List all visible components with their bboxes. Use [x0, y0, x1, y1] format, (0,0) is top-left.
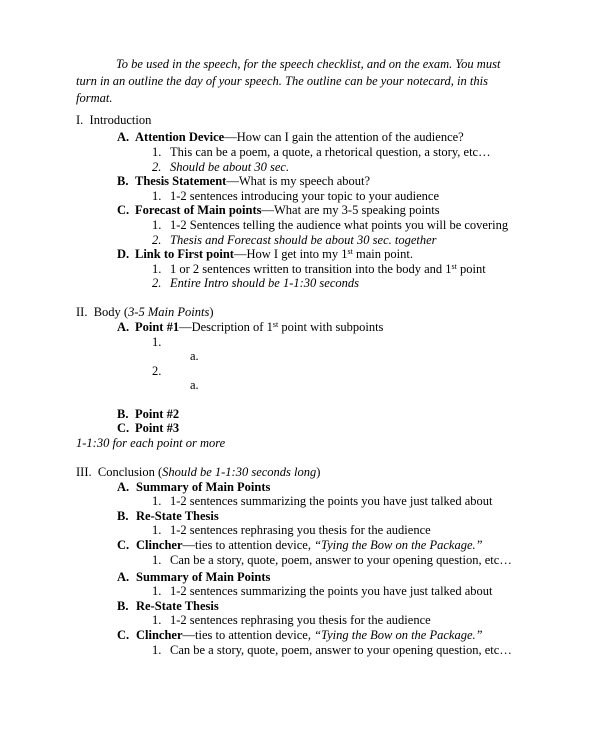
list-item: 2. Entire Intro should be 1-1:30 seconds — [152, 276, 359, 290]
list-item: 1. 1-2 sentences rephrasing you thesis for the audience — [152, 523, 431, 537]
list-item: 1. — [152, 335, 162, 349]
body-note: 1-1:30 for each point or more — [76, 436, 226, 450]
body-point-2: B. Point #2 — [117, 407, 180, 421]
conclusion-restate-thesis: B. Re-State Thesis — [117, 599, 219, 613]
list-item: 1. 1 or 2 sentences written to transition into the body and 1st point — [152, 262, 486, 276]
list-item: a. — [190, 349, 199, 363]
intro-paragraph: To be used in the speech, for the speech checklist, and on the exam. You must turn in an outline the day of your speech. The outline can be your notecard, in this format. — [76, 57, 501, 105]
list-item: 1. Can be a story, quote, poem, answer to your opening question, etc… — [152, 553, 512, 567]
section-conclusion-heading: III. Conclusion (Should be 1-1:30 seconds long) — [76, 465, 321, 479]
intro-attention-device: A. Attention Device—How can I gain the attention of the audience? — [117, 130, 464, 144]
list-item: a. — [190, 378, 199, 392]
intro-link-first-point: D. Link to First point—How I get into my 1st main point. — [117, 247, 413, 261]
conclusion-clincher: C. Clincher—ties to attention device, “Tying the Bow on the Package.” — [117, 538, 483, 552]
body-point-3: C. Point #3 — [117, 421, 180, 435]
conclusion-summary: A. Summary of Main Points — [117, 570, 271, 584]
list-item: 2. Should be about 30 sec. — [152, 160, 290, 174]
section-body-heading: II. Body (3-5 Main Points) — [76, 305, 214, 319]
list-item: 1. 1-2 Sentences telling the audience what points you will be covering — [152, 218, 509, 232]
list-item: 2. — [152, 364, 162, 378]
conclusion-clincher: C. Clincher—ties to attention device, “Tying the Bow on the Package.” — [117, 628, 483, 642]
conclusion-summary: A. Summary of Main Points — [117, 480, 271, 494]
intro-forecast: C. Forecast of Main points—What are my 3-5 speaking points — [117, 203, 440, 217]
list-item: 1. 1-2 sentences introducing your topic to your audience — [152, 189, 440, 203]
conclusion-restate-thesis: B. Re-State Thesis — [117, 509, 219, 523]
list-item: 1. Can be a story, quote, poem, answer to your opening question, etc… — [152, 643, 512, 657]
list-item: 1. This can be a poem, a quote, a rhetorical question, a story, etc… — [152, 145, 491, 159]
list-item: 1. 1-2 sentences summarizing the points you have just talked about — [152, 584, 493, 598]
list-item: 2. Thesis and Forecast should be about 30 sec. together — [152, 233, 437, 247]
intro-thesis-statement: B. Thesis Statement—What is my speech about? — [117, 174, 371, 188]
list-item: 1. 1-2 sentences rephrasing you thesis for the audience — [152, 613, 431, 627]
section-introduction-heading: I. Introduction — [76, 113, 152, 127]
body-point-1: A. Point #1—Description of 1st point with subpoints — [117, 320, 384, 334]
list-item: 1. 1-2 sentences summarizing the points you have just talked about — [152, 494, 493, 508]
